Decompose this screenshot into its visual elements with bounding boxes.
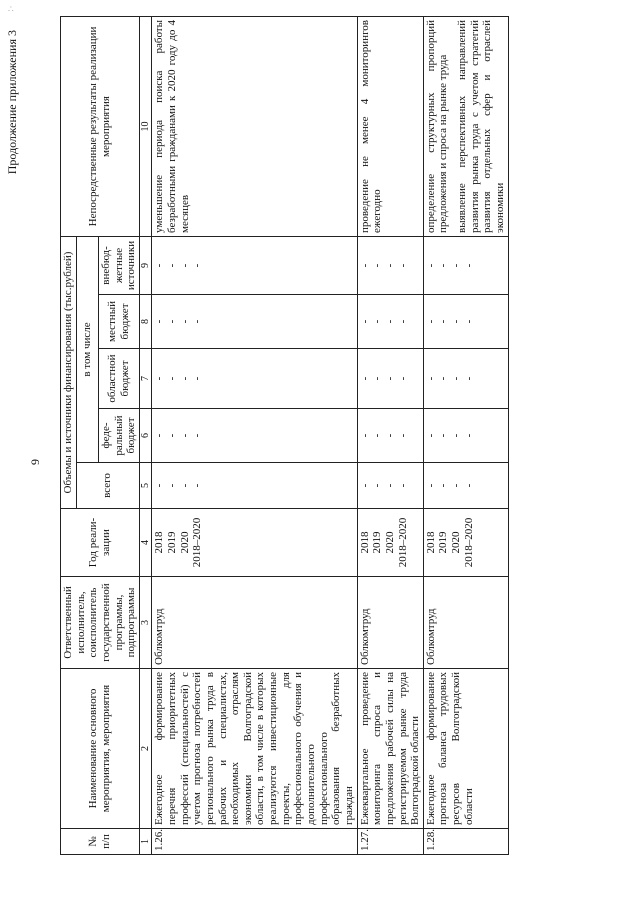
total-amount-value: -: [396, 483, 409, 488]
executor: Облкомтруд: [357, 577, 423, 669]
header-local: местный бюджет: [98, 295, 139, 349]
column-number-row: [139, 16, 152, 854]
expected-results: [152, 16, 357, 236]
total-amount: [357, 463, 423, 509]
expected-results-value: проведение не менее 4 мониторингов ежегодно: [358, 19, 384, 233]
header-total: всего: [76, 463, 139, 509]
federal-amount: [357, 409, 423, 463]
implementation-years: [152, 509, 357, 577]
header-federal: феде-ральный бюджет: [98, 409, 139, 463]
local-amount-value: -: [358, 319, 371, 324]
regional-amount-value: -: [424, 376, 437, 381]
local-amount-value: -: [153, 319, 166, 324]
offbudget-amount-value: -: [450, 263, 463, 268]
column-number: 2: [139, 669, 152, 829]
offbudget-amount-value: -: [191, 263, 204, 268]
total-amount-value: -: [462, 483, 475, 488]
table-row: [423, 16, 508, 854]
offbudget-amount-value: -: [437, 263, 450, 268]
federal-amount-value: -: [383, 433, 396, 438]
measure-name: Ежегодное формирование прогноза баланса трудовых ресурсов Волгоградской области: [423, 669, 508, 829]
column-number: 5: [139, 463, 152, 509]
header-results: Непосредственные результаты реализации мероприятия: [61, 16, 140, 236]
table-row: [357, 16, 423, 854]
total-amount-value: -: [178, 483, 191, 488]
federal-amount-value: -: [437, 433, 450, 438]
total-amount-value: -: [383, 483, 396, 488]
regional-amount: [423, 349, 508, 409]
total-amount-value: -: [153, 483, 166, 488]
implementation-years: [423, 509, 508, 577]
implementation-years-value: 2020: [178, 531, 191, 554]
implementation-years-value: 2018–2020: [462, 517, 475, 568]
regional-amount-value: -: [371, 376, 384, 381]
column-number: 9: [139, 236, 152, 294]
implementation-years-value: 2018–2020: [396, 517, 409, 568]
federal-amount-value: -: [191, 433, 204, 438]
federal-amount-value: -: [358, 433, 371, 438]
appendix-caption: Продолжение приложения 3: [5, 30, 19, 175]
regional-amount-value: -: [462, 376, 475, 381]
column-number: 8: [139, 295, 152, 349]
total-amount-value: -: [191, 483, 204, 488]
table-row: [152, 16, 357, 854]
federal-amount-value: -: [462, 433, 475, 438]
total-amount: [423, 463, 508, 509]
offbudget-amount: [152, 236, 357, 294]
regional-amount-value: -: [178, 376, 191, 381]
column-number: 7: [139, 349, 152, 409]
local-amount-value: -: [396, 319, 409, 324]
expected-results-value: выявление перспективных направлений развития рынка труда с учетом стратегий развития отдельных сфер и отраслей экономики: [456, 19, 506, 233]
local-amount-value: -: [462, 319, 475, 324]
table-body: [152, 16, 508, 854]
regional-amount-value: -: [153, 376, 166, 381]
regional-amount-value: -: [437, 376, 450, 381]
offbudget-amount: [423, 236, 508, 294]
federal-amount: [152, 409, 357, 463]
header-year: Год реали-зации: [61, 509, 140, 577]
implementation-years-value: 2019: [371, 531, 384, 554]
offbudget-amount: [357, 236, 423, 294]
expected-results-value: определение структурных пропорций предложения и спроса на рынке труда: [424, 19, 450, 233]
regional-amount-value: -: [191, 376, 204, 381]
measure-name: Ежеквартальное проведение мониторинга спроса и предложения рабочей силы на регистрируемом рынке труда Волгоградской области: [357, 669, 423, 829]
implementation-years: [357, 509, 423, 577]
offbudget-amount-value: -: [165, 263, 178, 268]
header-executor: Ответственный исполнитель, соисполнитель государственной программы, подпрограммы: [61, 577, 140, 669]
implementation-years-value: 2018–2020: [191, 517, 204, 568]
expected-results: [357, 16, 423, 236]
header-regional: областной бюджет: [98, 349, 139, 409]
total-amount-value: -: [437, 483, 450, 488]
implementation-years-value: 2018: [153, 531, 166, 554]
header-in-that-number: в том числе: [76, 236, 98, 462]
column-number: 6: [139, 409, 152, 463]
column-number: 3: [139, 577, 152, 669]
total-amount-value: -: [371, 483, 384, 488]
implementation-years-value: 2018: [424, 531, 437, 554]
offbudget-amount-value: -: [383, 263, 396, 268]
federal-amount-value: -: [396, 433, 409, 438]
local-amount-value: -: [165, 319, 178, 324]
offbudget-amount-value: -: [371, 263, 384, 268]
regional-amount: [152, 349, 357, 409]
total-amount-value: -: [424, 483, 437, 488]
local-amount-value: -: [450, 319, 463, 324]
regional-amount-value: -: [165, 376, 178, 381]
expected-results: [423, 16, 508, 236]
implementation-years-value: 2019: [165, 531, 178, 554]
column-number: 1: [139, 829, 152, 855]
offbudget-amount-value: -: [178, 263, 191, 268]
regional-amount-value: -: [396, 376, 409, 381]
total-amount-value: -: [165, 483, 178, 488]
measure-name: Ежегодное формирование перечня приоритетных профессий (специальностей) с учетом прогноза потребностей регионального рынка труда в рабочих и специалистах, необходимых отраслям экономики Волгоградской области, в том числе в которых реализуются инвестиционные проекты, для профессионального обучения и дополнительного профессионального образования безработных граждан: [152, 669, 357, 829]
total-amount-value: -: [450, 483, 463, 488]
implementation-years-value: 2020: [383, 531, 396, 554]
local-amount: [152, 295, 357, 349]
federal-amount-value: -: [450, 433, 463, 438]
federal-amount-value: -: [178, 433, 191, 438]
total-amount: [152, 463, 357, 509]
executor: Облкомтруд: [423, 577, 508, 669]
local-amount-value: -: [424, 319, 437, 324]
scan-mark: ∴: [8, 4, 14, 14]
total-amount-value: -: [358, 483, 371, 488]
row-number: 1.28.: [423, 829, 508, 855]
header-finance: Объемы и источники финансирования (тыс.рублей): [61, 236, 77, 508]
expected-results-value: уменьшение периода поиска работы безработными гражданами к 2020 году до 4 месяцев: [153, 19, 191, 233]
local-amount: [357, 295, 423, 349]
offbudget-amount-value: -: [396, 263, 409, 268]
row-number: 1.27.: [357, 829, 423, 855]
column-number: 10: [139, 16, 152, 236]
regional-amount-value: -: [358, 376, 371, 381]
federal-amount-value: -: [424, 433, 437, 438]
header-name: Наименование основного мероприятия, мероприятия: [61, 669, 140, 829]
regional-amount: [357, 349, 423, 409]
implementation-years-value: 2019: [437, 531, 450, 554]
executor: Облкомтруд: [152, 577, 357, 669]
local-amount-value: -: [437, 319, 450, 324]
header-num: № п/п: [61, 829, 140, 855]
federal-amount-value: -: [165, 433, 178, 438]
column-number: 4: [139, 509, 152, 577]
local-amount-value: -: [371, 319, 384, 324]
local-amount-value: -: [383, 319, 396, 324]
local-amount-value: -: [191, 319, 204, 324]
program-measures-table: [60, 16, 509, 855]
offbudget-amount-value: -: [462, 263, 475, 268]
federal-amount-value: -: [371, 433, 384, 438]
row-number: 1.26.: [152, 829, 357, 855]
header-offbudget: внебюд-жетные источники: [98, 236, 139, 294]
local-amount-value: -: [178, 319, 191, 324]
offbudget-amount-value: -: [358, 263, 371, 268]
federal-amount: [423, 409, 508, 463]
page-number: 9: [28, 459, 42, 465]
implementation-years-value: 2020: [450, 531, 463, 554]
local-amount: [423, 295, 508, 349]
offbudget-amount-value: -: [153, 263, 166, 268]
offbudget-amount-value: -: [424, 263, 437, 268]
regional-amount-value: -: [383, 376, 396, 381]
federal-amount-value: -: [153, 433, 166, 438]
regional-amount-value: -: [450, 376, 463, 381]
implementation-years-value: 2018: [358, 531, 371, 554]
